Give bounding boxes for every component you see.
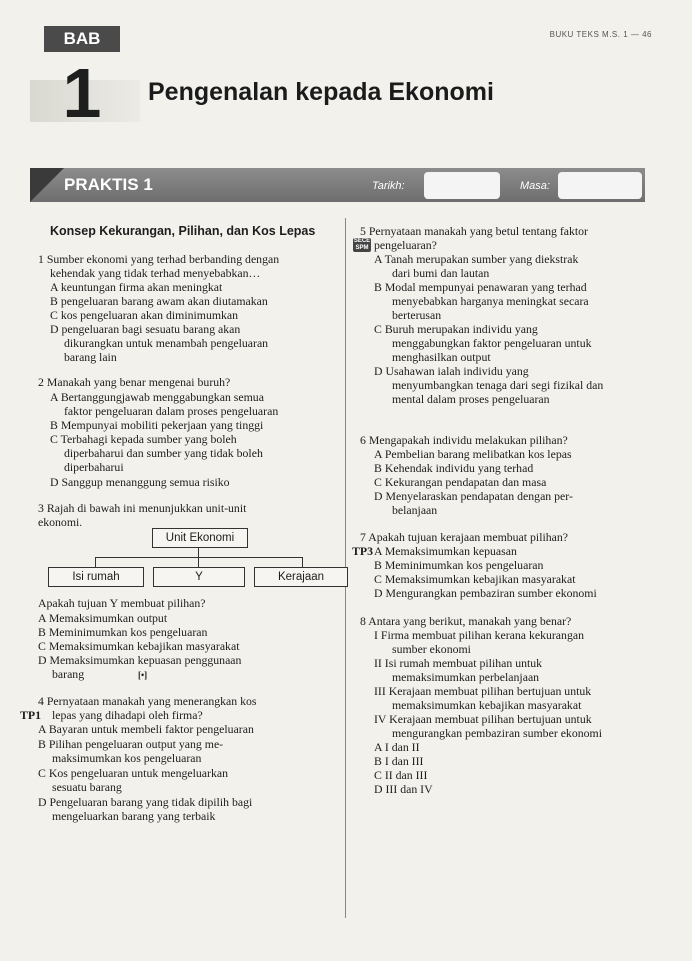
q5-option-d-line1[interactable]: D Usahawan ialah individu yang xyxy=(374,364,529,378)
q3-stem-line1: 3 Rajah di bawah ini menunjukkan unit-unit xyxy=(38,501,247,515)
diagram-unit-ekonomi-label: Unit Ekonomi xyxy=(165,532,235,544)
q1-option-d-line1[interactable]: D pengeluaran bagi sesuatu barang akan xyxy=(50,322,241,336)
q8-statement-iv-line1: IV Kerajaan membuat pilihan bertujuan untuk xyxy=(374,712,592,726)
q4-option-b-line1[interactable]: B Pilihan pengeluaran output yang me- xyxy=(38,737,224,751)
q4-option-a[interactable]: A Bayaran untuk membeli faktor pengeluaran xyxy=(38,722,254,736)
q6-option-c[interactable]: C Kekurangan pendapatan dan masa xyxy=(374,475,547,489)
q7-stem: 7 Apakah tujuan kerajaan membuat pilihan? xyxy=(360,530,569,544)
q2-option-a-line2: faktor pengeluaran dalam proses pengeluaran xyxy=(64,404,279,418)
q2-option-c-line2: diperbaharui dan sumber yang tidak boleh xyxy=(64,446,263,460)
q4-option-d-line2: mengeluarkan barang yang terbaik xyxy=(52,809,216,823)
q2-option-c-line1[interactable]: C Terbahagi kepada sumber yang boleh xyxy=(50,432,237,446)
q1-option-d-line3: barang lain xyxy=(64,350,117,364)
q7-option-a[interactable]: A Memaksimumkan kepuasan xyxy=(374,544,517,558)
q3-option-b[interactable]: B Meminimumkan kos pengeluaran xyxy=(38,625,208,639)
sece-spm-tag: SECE SPM xyxy=(353,238,371,251)
q4-option-c-line2: sesuatu barang xyxy=(52,780,122,794)
q8-statement-i-line2: sumber ekonomi xyxy=(392,642,471,656)
q8-stem: 8 Antara yang berikut, manakah yang benar? xyxy=(360,614,572,628)
q4-stem-line2: lepas yang dihadapi oleh firma? xyxy=(52,708,203,722)
tarikh-label: Tarikh: xyxy=(372,180,405,192)
diagram-y-label: Y xyxy=(195,571,203,583)
q5-stem-line2: pengeluaran? xyxy=(374,238,437,252)
masa-label: Masa: xyxy=(520,180,550,192)
q2-option-c-line3: diperbaharui xyxy=(64,460,124,474)
praktis-bar-notch xyxy=(30,168,64,202)
q4-option-b-line2: maksimumkan kos pengeluaran xyxy=(52,751,202,765)
diagram-connector-vertical xyxy=(198,547,199,557)
q8-option-a[interactable]: A I dan II xyxy=(374,740,420,754)
q5-option-d-line3: mental dalam proses pengeluaran xyxy=(392,392,550,406)
q3-option-c[interactable]: C Memaksimumkan kebajikan masyarakat xyxy=(38,639,240,653)
q5-option-b-line2: menyebabkan harganya meningkat secara xyxy=(392,294,589,308)
q3-stem-line2: ekonomi. xyxy=(38,515,83,529)
diagram-unit-ekonomi-box xyxy=(152,528,248,548)
q7-option-c[interactable]: C Memaksimumkan kebajikan masyarakat xyxy=(374,572,576,586)
q1-option-a[interactable]: A keuntungan firma akan meningkat xyxy=(50,280,223,294)
diagram-isi-rumah-box xyxy=(48,567,144,587)
q3-option-d-line1[interactable]: D Memaksimumkan kepuasan penggunaan xyxy=(38,653,242,667)
diagram-y-box xyxy=(153,567,245,587)
q8-statement-iv-line2: mengurangkan pembaziran sumber ekonomi xyxy=(392,726,602,740)
q3-option-d-line2: barang xyxy=(52,667,85,681)
q7-tp-label: TP3 xyxy=(352,544,373,558)
praktis-label: PRAKTIS 1 xyxy=(64,175,153,194)
q7-option-d[interactable]: D Mengurangkan pembaziran sumber ekonomi xyxy=(374,586,597,600)
q4-option-d-line1[interactable]: D Pengeluaran barang yang tidak dipilih bagi xyxy=(38,795,253,809)
q1-option-c[interactable]: C kos pengeluaran akan diminimumkan xyxy=(50,308,239,322)
q6-option-d-line1[interactable]: D Menyelaraskan pendapatan dengan per- xyxy=(374,489,573,503)
q6-stem: 6 Mengapakah individu melakukan pilihan? xyxy=(360,433,568,447)
chapter-title: Pengenalan kepada Ekonomi xyxy=(148,78,494,106)
q4-tp-label: TP1 xyxy=(20,708,41,722)
q3-option-a[interactable]: A Memaksimumkan output xyxy=(38,611,168,625)
q6-option-a[interactable]: A Pembelian barang melibatkan kos lepas xyxy=(374,447,572,461)
q5-option-a-line1[interactable]: A Tanah merupakan sumber yang diekstrak xyxy=(374,252,579,266)
q2-option-a-line1[interactable]: A Bertanggungjawab menggabungkan semua xyxy=(50,390,264,404)
q8-option-c[interactable]: C II dan III xyxy=(374,768,428,782)
tarikh-input-box[interactable] xyxy=(424,172,500,199)
q5-stem-line1: 5 Pernyataan manakah yang betul tentang faktor xyxy=(360,224,588,238)
q1-stem-line2: kehendak yang tidak terhad menyebabkan… xyxy=(50,266,261,280)
q8-statement-iii-line2: memaksimumkan kebajikan masyarakat xyxy=(392,698,582,712)
q5-option-c-line3: menghasilkan output xyxy=(392,350,491,364)
diagram-connector-middle xyxy=(198,557,199,567)
q5-option-a-line2: dari bumi dan lautan xyxy=(392,266,490,280)
q8-option-d[interactable]: D III dan IV xyxy=(374,782,433,796)
diagram-isi-rumah-label: Isi rumah xyxy=(72,571,120,583)
diagram-kerajaan-box xyxy=(254,567,348,587)
diagram-connector-right xyxy=(302,557,303,567)
q2-option-b[interactable]: B Mempunyai mobiliti pekerjaan yang tinggi xyxy=(50,418,264,432)
q6-option-b[interactable]: B Kehendak individu yang terhad xyxy=(374,461,534,475)
q8-statement-iii-line1: III Kerajaan membuat pilihan bertujuan untuk xyxy=(374,684,592,698)
q3-question: Apakah tujuan Y membuat pilihan? xyxy=(38,596,206,610)
q7-option-b[interactable]: B Meminimumkan kos pengeluaran xyxy=(374,558,544,572)
chapter-number: 1 xyxy=(62,54,102,132)
q5-option-d-line2: menyumbangkan tenaga dari segi fizikal dan xyxy=(392,378,604,392)
diagram-kerajaan-label: Kerajaan xyxy=(277,571,325,583)
q8-statement-ii-line2: memaksimumkan perbelanjaan xyxy=(392,670,540,684)
q4-option-c-line1[interactable]: C Kos pengeluaran untuk mengeluarkan xyxy=(38,766,229,780)
q5-option-c-line1[interactable]: C Buruh merupakan individu yang xyxy=(374,322,538,336)
q1-option-d-line2: dikurangkan untuk menambah pengeluaran xyxy=(64,336,269,350)
bab-label: BAB xyxy=(44,26,120,52)
q2-option-d[interactable]: D Sanggup menanggung semua risiko xyxy=(50,475,230,489)
q5-option-c-line2: menggabungkan faktor pengeluaran untuk xyxy=(392,336,592,350)
q5-option-b-line3: berterusan xyxy=(392,308,442,322)
header-page-note: BUKU TEKS M.S. 1 — 46 xyxy=(549,30,652,39)
q3-answer-mark: [•] xyxy=(138,670,148,680)
q8-statement-i-line1: I Firma membuat pilihan kerana kekurangan xyxy=(374,628,584,642)
q8-statement-ii-line1: II Isi rumah membuat pilihan untuk xyxy=(374,656,543,670)
q2-stem: 2 Manakah yang benar mengenai buruh? xyxy=(38,375,231,389)
q5-option-b-line1[interactable]: B Modal mempunyai penawaran yang terhad xyxy=(374,280,587,294)
q1-stem-line1: 1 Sumber ekonomi yang terhad berbanding dengan xyxy=(38,252,280,266)
diagram-connector-left xyxy=(95,557,96,567)
q4-stem-line1: 4 Pernyataan manakah yang menerangkan kos xyxy=(38,694,257,708)
masa-input-box[interactable] xyxy=(558,172,642,199)
q1-option-b[interactable]: B pengeluaran barang awam akan diutamakan xyxy=(50,294,268,308)
q6-option-d-line2: belanjaan xyxy=(392,503,438,517)
section-heading: Konsep Kekurangan, Pilihan, dan Kos Lepas xyxy=(50,224,316,238)
q8-option-b[interactable]: B I dan III xyxy=(374,754,424,768)
